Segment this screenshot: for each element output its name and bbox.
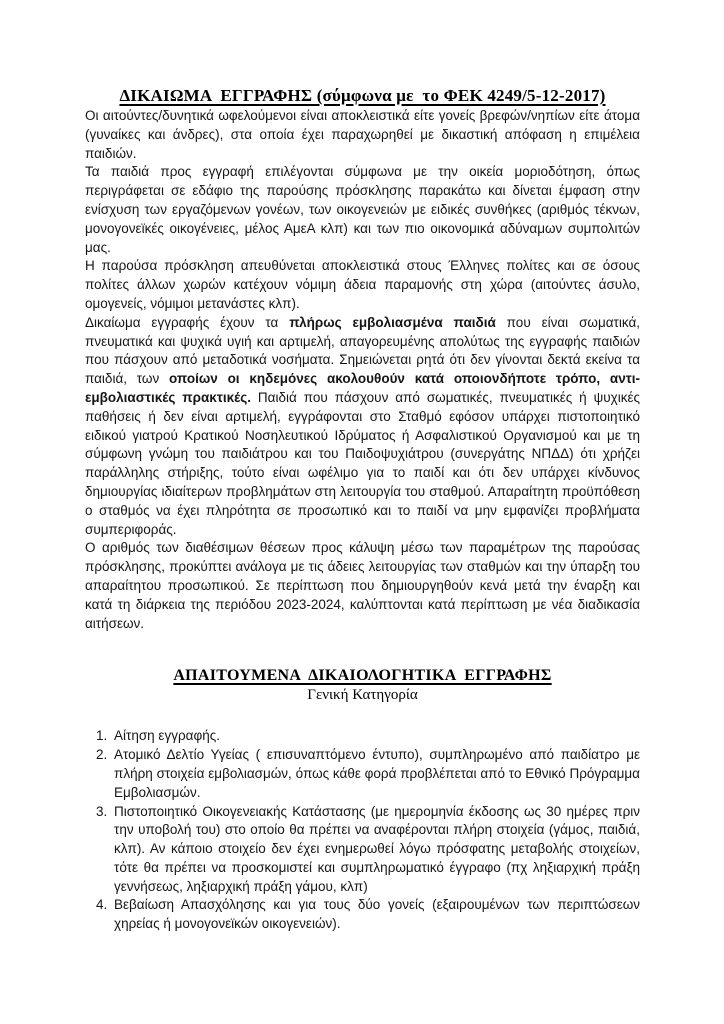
paragraph-available-places: Ο αριθμός των διαθέσιμων θέσεων προς κάλυψη μέσω των παραμέτρων της παρούσας πρόσκλησης, προκύπτει ανάλογα με τις άδειες λειτουργίας των σταθμών και την ύπαρξη του απαραίτητου προσωπικού. Σε περίπτωση που δημιουργηθούν κενά μετά την έναρξη και κατά τη διάρκεια της περιόδου 2023-2024, καλύπτονται κατά περίπτωση με νέα διαδικασία αιτήσεων. bbox=[85, 540, 640, 631]
paragraph-vaccination-eligibility bbox=[85, 314, 640, 540]
paragraph-segment-bold-antivax: οποίων οι κηδεμόνες ακολουθούν κατά οποιονδήποτε τρόπο, αντι-εμβολιαστικές πρακτικές. bbox=[85, 371, 641, 405]
document-title: ΔΙΚΑΙΩΜΑ ΕΓΓΡΑΦΗΣ (σύμφωνα με το ΦΕΚ 4249/5-12-2017) bbox=[119, 86, 606, 105]
required-documents-section bbox=[85, 667, 640, 934]
paragraph-citizenship: Η παρούσα πρόσκληση απευθύνεται αποκλειστικά στους Έλληνες πολίτες και σε όσους πολίτες άλλων χωρών κατέχουν νόμιμη άδεια παραμονής στη χώρα (αιτούντες άσυλο, ομογενείς, νόμιμοι μετανάστες κλπ). bbox=[85, 258, 640, 311]
list-item-health-card: 2. Ατομικό Δελτίο Υγείας ( επισυναπτόμενο έντυπο), συμπληρωμένο από παιδίατρο με πλήρη στοιχεία εμβολιασμών, όπως κάθε φορά προβλέπεται από το Εθνικό Πρόγραμμα Εμβολιασμών. bbox=[111, 746, 640, 802]
section-subheading: Γενική Κατηγορία bbox=[307, 687, 418, 704]
paragraph-selection-criteria: Τα παιδιά προς εγγραφή επιλέγονται σύμφωνα με την οικεία μοριοδότηση, όπως περιγράφεται σε εδάφιο της παρούσης πρόσκλησης παρακάτω και δίνεται έμφαση στην ενίσχυση των εργαζόμενων γονέων, των οικογενειών με ειδικές συνθήκες (αριθμός τέκνων, μονογονεϊκές οικογένειες, μέλος ΑμεΑ κλπ) και των πιο οικονομικά αδύναμων συμπολιτών μας. bbox=[85, 164, 640, 255]
list-item-application: 1. Αίτηση εγγραφής. bbox=[111, 727, 640, 746]
paragraph-segment: Παιδιά που πάσχουν από σωματικές, πνευματικές ή ψυχικές παθήσεις ή δεν είναι αρτιμελή, εγγράφονται στο Σταθμό εφόσον υπάρχει πιστοποιητικό ειδικού γιατρού Κρατικού Νοσηλευτικού Ιδρύματος ή Ασφαλιστικού Οργανισμού και με τη σύμφωνη γνώμη του παιδιάτρου και του Παιδοψυχιάτρου (συνεργάτης ΝΠΔΔ) ότι χρήζει παράλληλης στήριξης, τούτο είναι ωφέλιμο για το παιδί και ότι δεν υπάρχει κίνδυνος δημιουργίας ιδιαίτερων προβλημάτων στη λειτουργία του σταθμού. Απαραίτητη προϋπόθεση ο σταθμός να έχει πληρότητα σε προσωπικό και το παιδί να μην εμφανίζει προβλήματα συμπεριφοράς. bbox=[85, 389, 640, 537]
paragraph-segment-bold-vaccinated: πλήρως εμβολιασμένα παιδιά bbox=[289, 314, 496, 330]
required-documents-list bbox=[85, 727, 640, 934]
list-item-employment-certificate: 4. Βεβαίωση Απασχόλησης και για τους δύο γονείς (εξαιρουμένων των περιπτώσεων χηρείας ή μονογονεϊκών οικογενειών). bbox=[111, 896, 640, 934]
paragraph-applicants: Οι αιτούντες/δυνητικά ωφελούμενοι είναι αποκλειστικά είτε γονείς βρεφών/νηπίων είτε άτομα (γυναίκες και άνδρες), στα οποία έχει παραχωρηθεί με δικαστική απόφαση η επιμέλεια παιδιών. bbox=[85, 108, 640, 161]
list-item-family-status-certificate: 3. Πιστοποιητικό Οικογενειακής Κατάστασης (με ημερομηνία έκδοσης ως 30 ημέρες πριν την υποβολή του) στο οποίο θα πρέπει να αναφέρονται πλήρη στοιχεία (γάμος, παιδιά, κλπ). Αν κάποιο στοιχείο δεν έχει ενημερωθεί λόγω πρόσφατης μεταβολής στοιχείων, τότε θα πρέπει να προσκομιστεί και συμπληρωματικό έγγραφο (πχ ληξιαρχική πράξη γεννήσεως, ληξιαρχική πράξη γάμου, κλπ) bbox=[111, 803, 640, 897]
paragraph-segment: Δικαίωμα εγγραφής έχουν τα bbox=[85, 314, 290, 330]
paragraph-segment: που είναι σωματικά, πνευματικά και ψυχικά υγιή και αρτιμελή, απαγορευμένης απολύτως της εγγραφής παιδιών που πάσχουν από μεταδοτικά νοσήματα. Σημειώνεται ρητά ότι δεν γίνονται δεκτά εκείνα τα παιδιά, των bbox=[85, 314, 641, 387]
section-heading: ΑΠΑΙΤΟΥΜΕΝΑ ΔΙΚΑΙΟΛΟΓΗΤΙΚΑ ΕΓΓΡΑΦΗΣ bbox=[173, 667, 552, 685]
